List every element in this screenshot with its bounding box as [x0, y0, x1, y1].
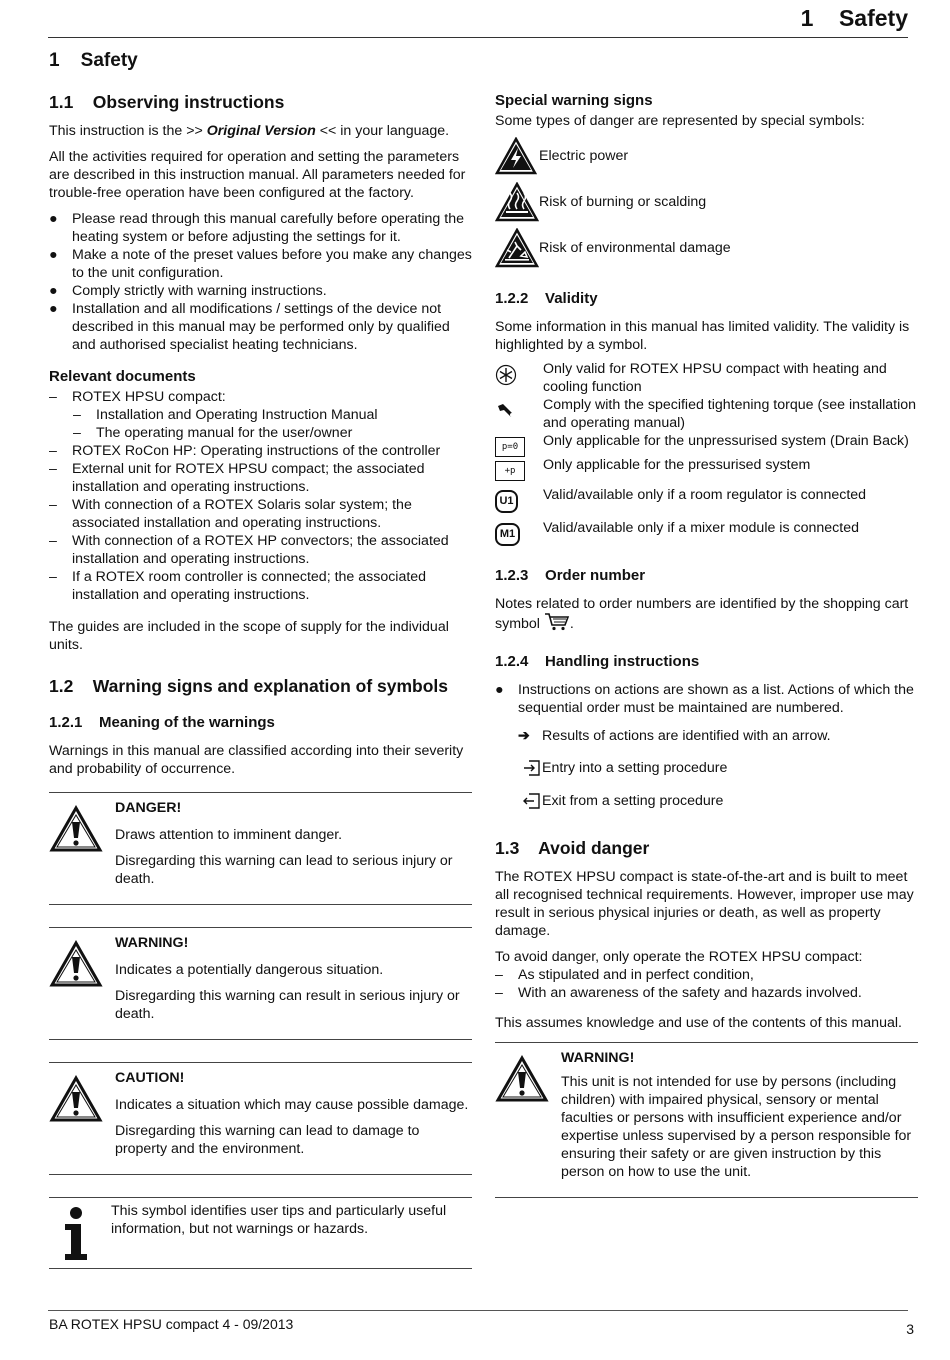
- list-item: – ROTEX HPSU compact:: [49, 389, 226, 405]
- left-column: [49, 44, 472, 1269]
- result-arrow-line: [495, 727, 918, 745]
- list-item-text: With connection of a ROTEX HP convectors; the associated installation and operating instructions.: [72, 533, 449, 567]
- heading-relevant-documents: Relevant documents: [49, 368, 196, 385]
- warning-box: [49, 927, 472, 1040]
- u1-label: U1: [499, 494, 514, 507]
- validity-text: Only applicable for the unpressurised system (Drain Back): [543, 433, 909, 449]
- caution-title: CAUTION!: [115, 1070, 185, 1086]
- warning-triangle-icon: [49, 940, 103, 988]
- paragraph-activities: All the activities required for operation and setting the parameters are described in this instruction manual. All parameters needed for trouble-free operation have been configured at the factory.: [49, 149, 466, 201]
- paragraph-avoid-3: This assumes knowledge and use of the contents of this manual.: [495, 1015, 902, 1031]
- warning-2-text: This unit is not intended for use by persons (including children) with impaired physical, sensory or mental faculties or persons with insufficient experience and/or expertise unless supervised by a person responsible for ensuring their safety or are given instruction by this person on how to use the unit.: [561, 1074, 912, 1180]
- list-item-text: As stipulated and in perfect condition,: [518, 967, 754, 983]
- exit-icon: [523, 793, 541, 809]
- exit-line: [495, 792, 918, 810]
- footer-rule: [48, 1310, 908, 1311]
- list-item: ● Make a note of the preset values before you make any changes to the unit configuration.: [49, 247, 472, 281]
- list-item: – If a ROTEX room controller is connected; the associated installation and operating instructions.: [49, 569, 427, 603]
- text-fragment: << in your language.: [315, 123, 450, 139]
- entry-text: Entry into a setting procedure: [542, 760, 728, 776]
- danger-line-2: Disregarding this warning can lead to serious injury or death.: [115, 853, 453, 887]
- list-item: – ROTEX RoCon HP: Operating instructions of the controller: [49, 443, 441, 459]
- danger-box: [49, 792, 472, 905]
- validity-text: Valid/available only if a room regulator is connected: [543, 487, 867, 503]
- documents-sublist: [49, 406, 472, 442]
- list-item-text: ROTEX RoCon HP: Operating instructions of the controller: [72, 443, 441, 459]
- validity-row: [495, 432, 918, 450]
- list-item-text: Make a note of the preset values before you make any changes to the unit configuration.: [72, 247, 472, 281]
- result-text: Results of actions are identified with an arrow.: [542, 728, 831, 744]
- list-item-text: With connection of a ROTEX Solaris solar system; the associated installation and operating instructions.: [72, 497, 412, 531]
- footer-document-title: BA ROTEX HPSU compact 4 - 09/2013: [49, 1316, 294, 1332]
- list-item: ● Comply strictly with warning instructions.: [49, 283, 327, 299]
- list-item-text: ROTEX HPSU compact:: [72, 389, 226, 405]
- documents-list-continued: [49, 442, 472, 604]
- caution-box: [49, 1062, 472, 1175]
- warning-line-1: Indicates a potentially dangerous situation.: [115, 962, 384, 978]
- pressurised-label: +p: [504, 466, 516, 476]
- heading-warning-signs: 1.2 Warning signs and explanation of symbols: [49, 676, 449, 696]
- u1-icon: [495, 490, 518, 513]
- validity-row: [495, 519, 918, 540]
- heading-handling-instructions: 1.2.4 Handling instructions: [495, 653, 700, 670]
- validity-row: [495, 396, 918, 432]
- snowflake-icon: [495, 364, 517, 386]
- warning-triangle-icon: [495, 1055, 549, 1103]
- warning-2-title: WARNING!: [561, 1050, 635, 1066]
- validity-row: [495, 456, 918, 474]
- list-item-text: Instructions on actions are shown as a list. Actions of which the sequential order must be maintained are numbered.: [518, 682, 914, 716]
- validity-text: Only applicable for the pressurised system: [543, 457, 811, 473]
- paragraph-validity-intro: Some information in this manual has limited validity. The validity is highlighted by a symbol.: [495, 319, 910, 353]
- list-item-text: Installation and Operating Instruction Manual: [96, 407, 378, 423]
- list-item: – Installation and Operating Instruction Manual: [73, 407, 378, 423]
- info-icon: [59, 1206, 93, 1262]
- right-column: [495, 88, 918, 1220]
- danger-title: DANGER!: [115, 800, 182, 816]
- info-text: This symbol identifies user tips and particularly useful information, but not warnings or hazards.: [111, 1203, 447, 1237]
- page-number: 3: [906, 1321, 914, 1337]
- danger-line-1: Draws attention to imminent danger.: [115, 827, 343, 843]
- list-item-text: If a ROTEX room controller is connected; the associated installation and operating instructions.: [72, 569, 427, 603]
- wrench-icon: [495, 401, 517, 421]
- caution-line-1: Indicates a situation which may cause possible damage.: [115, 1097, 469, 1113]
- list-item: ● Installation and all modifications / settings of the device not described in this manual may be performed only by qualified and authorised specialist heating technicians.: [49, 301, 450, 353]
- warning-line-2: Disregarding this warning can result in serious injury or death.: [115, 988, 460, 1022]
- arrow-right-icon: ➔: [518, 728, 530, 744]
- special-row-burning: [495, 182, 918, 222]
- special-row-electric: [495, 136, 918, 176]
- avoid-list: [495, 966, 918, 1002]
- entry-icon: [523, 760, 541, 776]
- hot-surface-icon: [495, 182, 539, 222]
- environment-icon: [495, 228, 539, 268]
- info-box: [49, 1197, 472, 1269]
- electric-power-icon: [495, 137, 537, 175]
- list-item-text: Please read through this manual carefully before operating the heating system or before adjusting the settings for it.: [72, 211, 464, 245]
- list-item-text: Comply strictly with warning instructions.: [72, 283, 327, 299]
- entry-line: [495, 759, 918, 777]
- caution-triangle-icon: [49, 1075, 103, 1123]
- heading-meaning-of-warnings: 1.2.1 Meaning of the warnings: [49, 714, 275, 731]
- list-item: – With connection of a ROTEX Solaris solar system; the associated installation and operating instructions.: [49, 497, 412, 531]
- original-version-emphasis: Original Version: [206, 123, 316, 139]
- paragraph-avoid-2: To avoid danger, only operate the ROTEX HPSU compact:: [495, 949, 863, 965]
- list-item: – External unit for ROTEX HPSU compact; the associated installation and operating instructions.: [49, 461, 425, 495]
- order-text: Notes related to order numbers are identified by the shopping cart symbol: [495, 596, 909, 632]
- warning-title: WARNING!: [115, 935, 189, 951]
- page-header: [0, 0, 950, 40]
- header-title: 1 Safety: [800, 5, 908, 31]
- caution-line-2: Disregarding this warning can lead to damage to property and the environment.: [115, 1123, 420, 1157]
- list-item-text: The operating manual for the user/owner: [96, 425, 353, 441]
- heading-avoid-danger: 1.3 Avoid danger: [495, 838, 650, 858]
- paragraph-guides: The guides are included in the scope of supply for the individual units.: [49, 619, 449, 653]
- validity-text: Valid/available only if a mixer module is connected: [543, 520, 859, 536]
- list-item: – With connection of a ROTEX HP convectors; the associated installation and operating instructions.: [49, 533, 449, 567]
- m1-icon: [495, 523, 520, 546]
- paragraph-avoid-1: The ROTEX HPSU compact is state-of-the-art and is built to meet all recognised technical requirements. However, improper use may result in serious physical injuries or death, as well as property damage.: [495, 869, 914, 939]
- pressurised-icon: [495, 461, 525, 481]
- unpressurised-icon: [495, 437, 525, 457]
- special-label: Risk of burning or scalding: [539, 194, 707, 210]
- validity-text: Comply with the specified tightening torque (see installation and operating manual): [543, 397, 917, 431]
- validity-text: Only valid for ROTEX HPSU compact with heating and cooling function: [543, 361, 887, 395]
- warning-box-2: [495, 1042, 918, 1198]
- heading-order-number: 1.2.3 Order number: [495, 567, 646, 584]
- paragraph-order-number: Notes related to order numbers are identified by the shopping cart symbol .: [495, 596, 909, 632]
- paragraph-warnings-intro: Warnings in this manual are classified according into their severity and probability of occurrence.: [49, 743, 464, 777]
- validity-row: [495, 486, 918, 507]
- header-rule: [48, 37, 908, 38]
- list-item: – The operating manual for the user/owner: [73, 425, 353, 441]
- danger-triangle-icon: [49, 805, 103, 853]
- list-item-text: With an awareness of the safety and hazards involved.: [518, 985, 862, 1001]
- handling-list: [495, 681, 918, 717]
- heading-validity: 1.2.2 Validity: [495, 290, 598, 307]
- m1-label: M1: [499, 527, 516, 540]
- list-item-text: External unit for ROTEX HPSU compact; the associated installation and operating instructions.: [72, 461, 425, 495]
- section-title-safety: 1 Safety: [49, 50, 138, 71]
- special-label: Risk of environmental damage: [539, 240, 731, 256]
- list-item: ● Please read through this manual carefully before operating the heating system or before adjusting the settings for it.: [49, 211, 464, 245]
- heading-special-warning-signs: Special warning signs: [495, 92, 653, 109]
- paragraph-original-version: [49, 122, 472, 140]
- exit-text: Exit from a setting procedure: [542, 793, 724, 809]
- instruction-bullet-list: [49, 210, 472, 354]
- shopping-cart-icon: [544, 613, 570, 631]
- heading-observing-instructions: 1.1 Observing instructions: [49, 92, 285, 112]
- validity-row: [495, 360, 918, 396]
- text-fragment: This instruction is the >>: [49, 123, 207, 139]
- special-row-environment: [495, 228, 918, 268]
- special-label: Electric power: [539, 148, 629, 164]
- list-item: ● Instructions on actions are shown as a list. Actions of which the sequential order must be maintained are numbered.: [495, 682, 914, 716]
- list-item: – As stipulated and in perfect condition,: [495, 967, 754, 983]
- unpressurised-label: p=0: [501, 442, 519, 452]
- list-item: – With an awareness of the safety and hazards involved.: [495, 985, 862, 1001]
- list-item-text: Installation and all modifications / settings of the device not described in this manual may be performed only by qualified and authorised specialist heating technicians.: [72, 301, 450, 353]
- documents-list: [49, 388, 472, 406]
- paragraph-special-intro: Some types of danger are represented by special symbols:: [495, 113, 865, 129]
